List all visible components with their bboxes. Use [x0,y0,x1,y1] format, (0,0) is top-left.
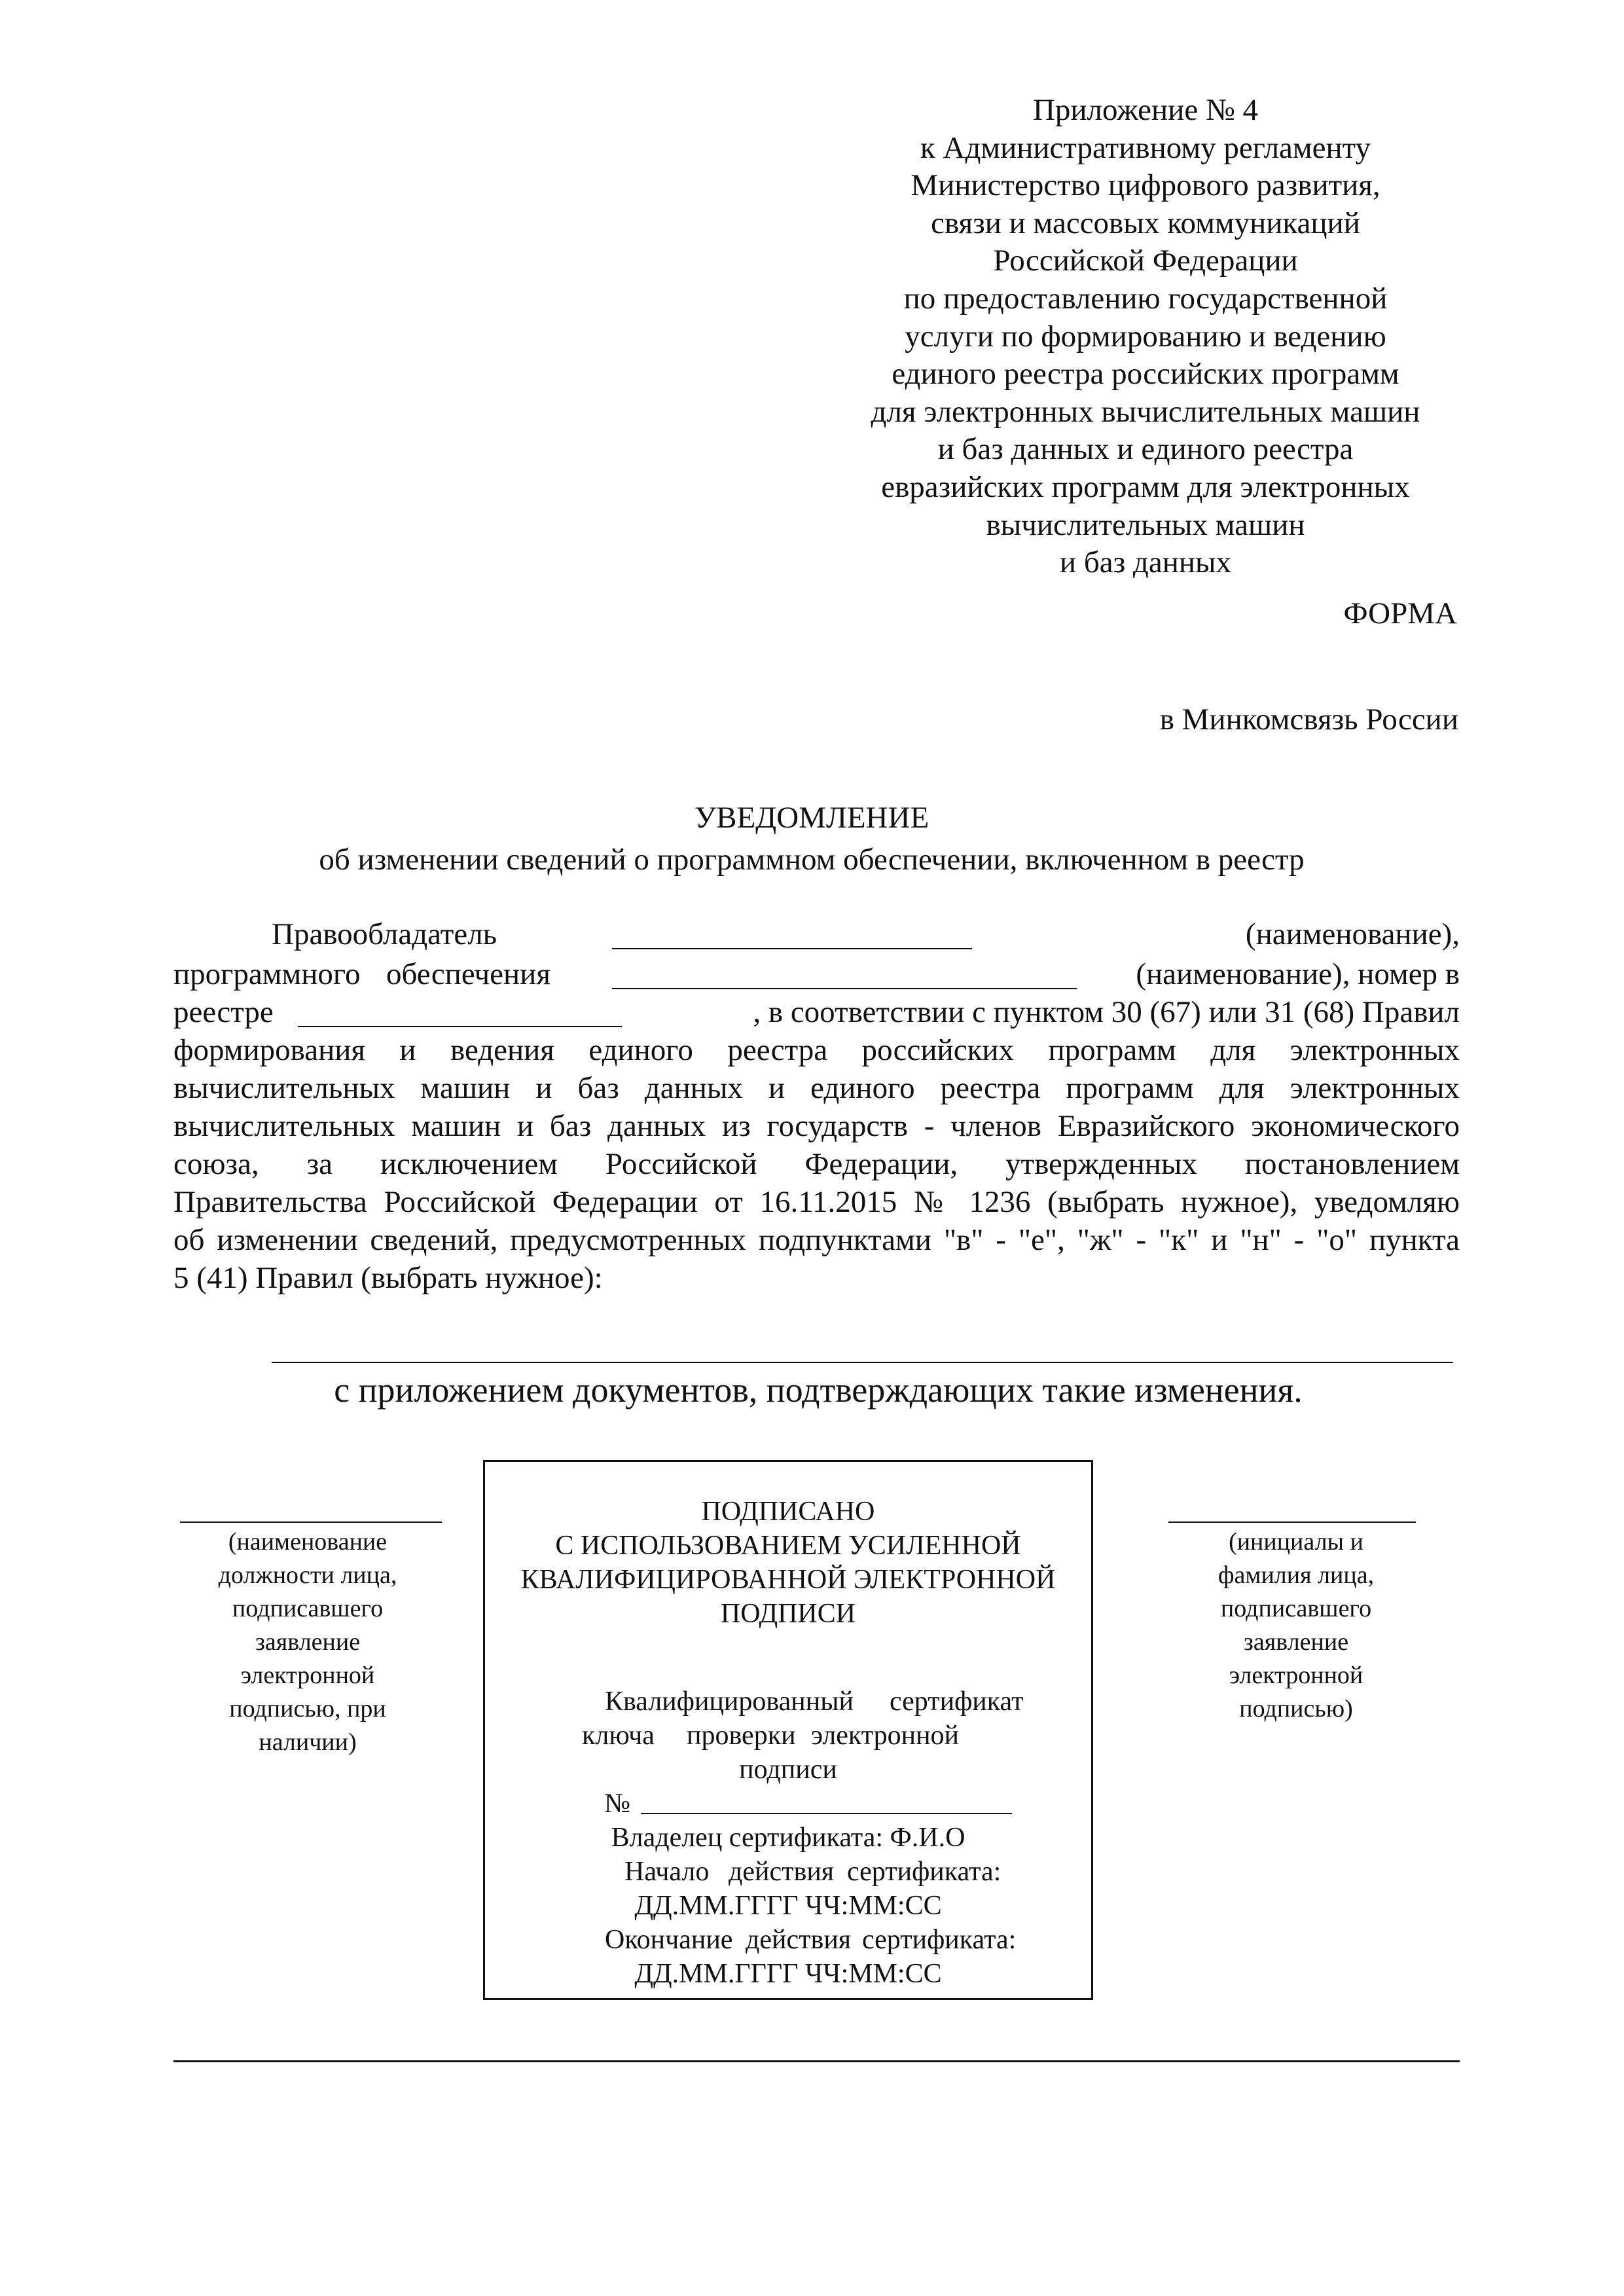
document-title: УВЕДОМЛЕНИЕ [694,801,929,835]
appendix-header-line: единого реестра российских программ [892,357,1399,392]
name-caption [1159,1525,1434,1726]
software-label-1: программного [173,957,361,991]
appendix-header-line: Приложение № 4 [1032,93,1259,127]
cert-line-1a: Квалифицированный [605,1686,854,1717]
position-caption-line: подписью, при [229,1695,386,1722]
software-name-field[interactable] [612,987,1077,989]
appendix-header-line: Министерство цифрового развития, [911,168,1380,203]
position-caption-line: должности лица, [218,1561,397,1589]
name-caption-line: подписью) [1239,1695,1353,1722]
document-subtitle: об изменении сведений о программном обеспечении, включенном в реестр [319,843,1305,877]
name-caption-line: (инициалы и [1229,1528,1363,1556]
rightholder-label: Правообладатель [272,917,497,951]
body-text-line: Правительства Российской Федерации от 16.11.2015 № 1236 (выбрать нужное), уведомляю [173,1185,1460,1219]
cert-end-value: ДД.ММ.ГГГГ ЧЧ:ММ:СС [634,1959,942,1989]
stamp-heading-line: КВАЛИФИЦИРОВАННОЙ ЭЛЕКТРОННОЙ [520,1565,1056,1595]
rightholder-name-hint: (наименование), [1245,917,1460,951]
position-caption-line: (наименование [228,1528,388,1556]
name-caption-line: электронной [1229,1662,1363,1689]
position-caption-line: заявление [255,1628,361,1656]
body-text-line: вычислительных машин и баз данных из государств - членов Евразийского экономического [173,1109,1460,1143]
bottom-rule [173,2060,1460,2062]
position-caption-line: электронной [240,1662,375,1689]
cert-line-2a: ключа [582,1721,655,1751]
appendix-header [831,92,1460,582]
stamp-heading-line: ПОДПИСИ [720,1599,856,1629]
software-name-hint: (наименование), номер в [1136,957,1460,991]
appendix-header-line: и баз данных [1059,545,1232,580]
software-label-2: обеспечения [386,957,550,991]
attachment-note: с приложением документов, подтверждающих такие изменения. [334,1370,1303,1410]
name-caption-line: фамилия лица, [1218,1561,1375,1589]
body-text-line: вычислительных машин и баз данных и единого реестра программ для электронных [173,1071,1460,1105]
cert-start-value: ДД.ММ.ГГГГ ЧЧ:ММ:СС [634,1891,942,1921]
appendix-header-line: вычислительных машин [986,507,1305,542]
position-caption-line: наличии) [259,1728,357,1756]
cert-start-label-c: сертификата: [847,1857,1001,1887]
body-text-line: об изменении сведений, предусмотренных подпунктами "в" - "е", "ж" - "к" и "н" - "о" пункта [173,1223,1460,1257]
cert-end-label-a: Окончание [605,1925,733,1955]
form-label: ФОРМА [1343,596,1457,630]
stamp-heading-line: С ИСПОЛЬЗОВАНИЕМ УСИЛЕННОЙ [555,1531,1021,1561]
position-signature-line[interactable] [180,1522,442,1523]
cert-owner: Владелец сертификата: Ф.И.О [611,1823,965,1853]
appendix-header-line: по предоставлению государственной [903,281,1388,316]
appendix-header-line: Российской Федерации [993,244,1298,278]
stamp-heading-line: ПОДПИСАНО [701,1497,875,1527]
cert-line-1b: сертификат [890,1686,1024,1717]
body-text-line: союза, за исключением Российской Федерации, утвержденных постановлением [173,1147,1460,1181]
appendix-header-line: евразийских программ для электронных [881,469,1410,504]
body-text-line: формирования и ведения единого реестра российских программ для электронных [173,1033,1460,1067]
name-signature-line[interactable] [1168,1522,1416,1523]
name-caption-line: подписавшего [1220,1595,1372,1622]
cert-line-3: подписи [739,1755,837,1785]
cert-number-field[interactable] [641,1812,1012,1814]
registry-number-field[interactable] [298,1025,622,1027]
appendix-header-line: связи и массовых коммуникаций [931,206,1360,240]
cert-end-label-b: действия [746,1925,852,1955]
cert-number-label: № [604,1789,631,1819]
position-caption [170,1525,445,1759]
position-caption-line: подписавшего [232,1595,384,1622]
rightholder-name-field[interactable] [612,947,972,949]
e-signature-stamp [483,1460,1093,2000]
cert-line-2b: проверки [687,1721,796,1751]
name-caption-line: заявление [1243,1628,1349,1656]
cert-end-label-c: сертификата: [862,1925,1017,1955]
appendix-header-line: и баз данных и единого реестра [937,432,1354,467]
appendix-header-line: для электронных вычислительных машин [871,394,1420,429]
addressee: в Минкомсвязь России [1159,702,1458,737]
registry-label: реестре [173,995,274,1029]
changes-entry-line[interactable] [272,1362,1453,1363]
appendix-header-line: к Административному регламенту [920,130,1371,165]
body-text-last-line: 5 (41) Правил (выбрать нужное): [173,1261,603,1295]
registry-number-tail: , в соответствии с пунктом 30 (67) или 31 (68) Правил [753,995,1460,1029]
cert-line-2c: электронной [811,1721,960,1751]
cert-start-label-a: Начало [624,1857,710,1887]
appendix-header-line: услуги по формированию и ведению [905,319,1386,354]
cert-start-label-b: действия [729,1857,835,1887]
